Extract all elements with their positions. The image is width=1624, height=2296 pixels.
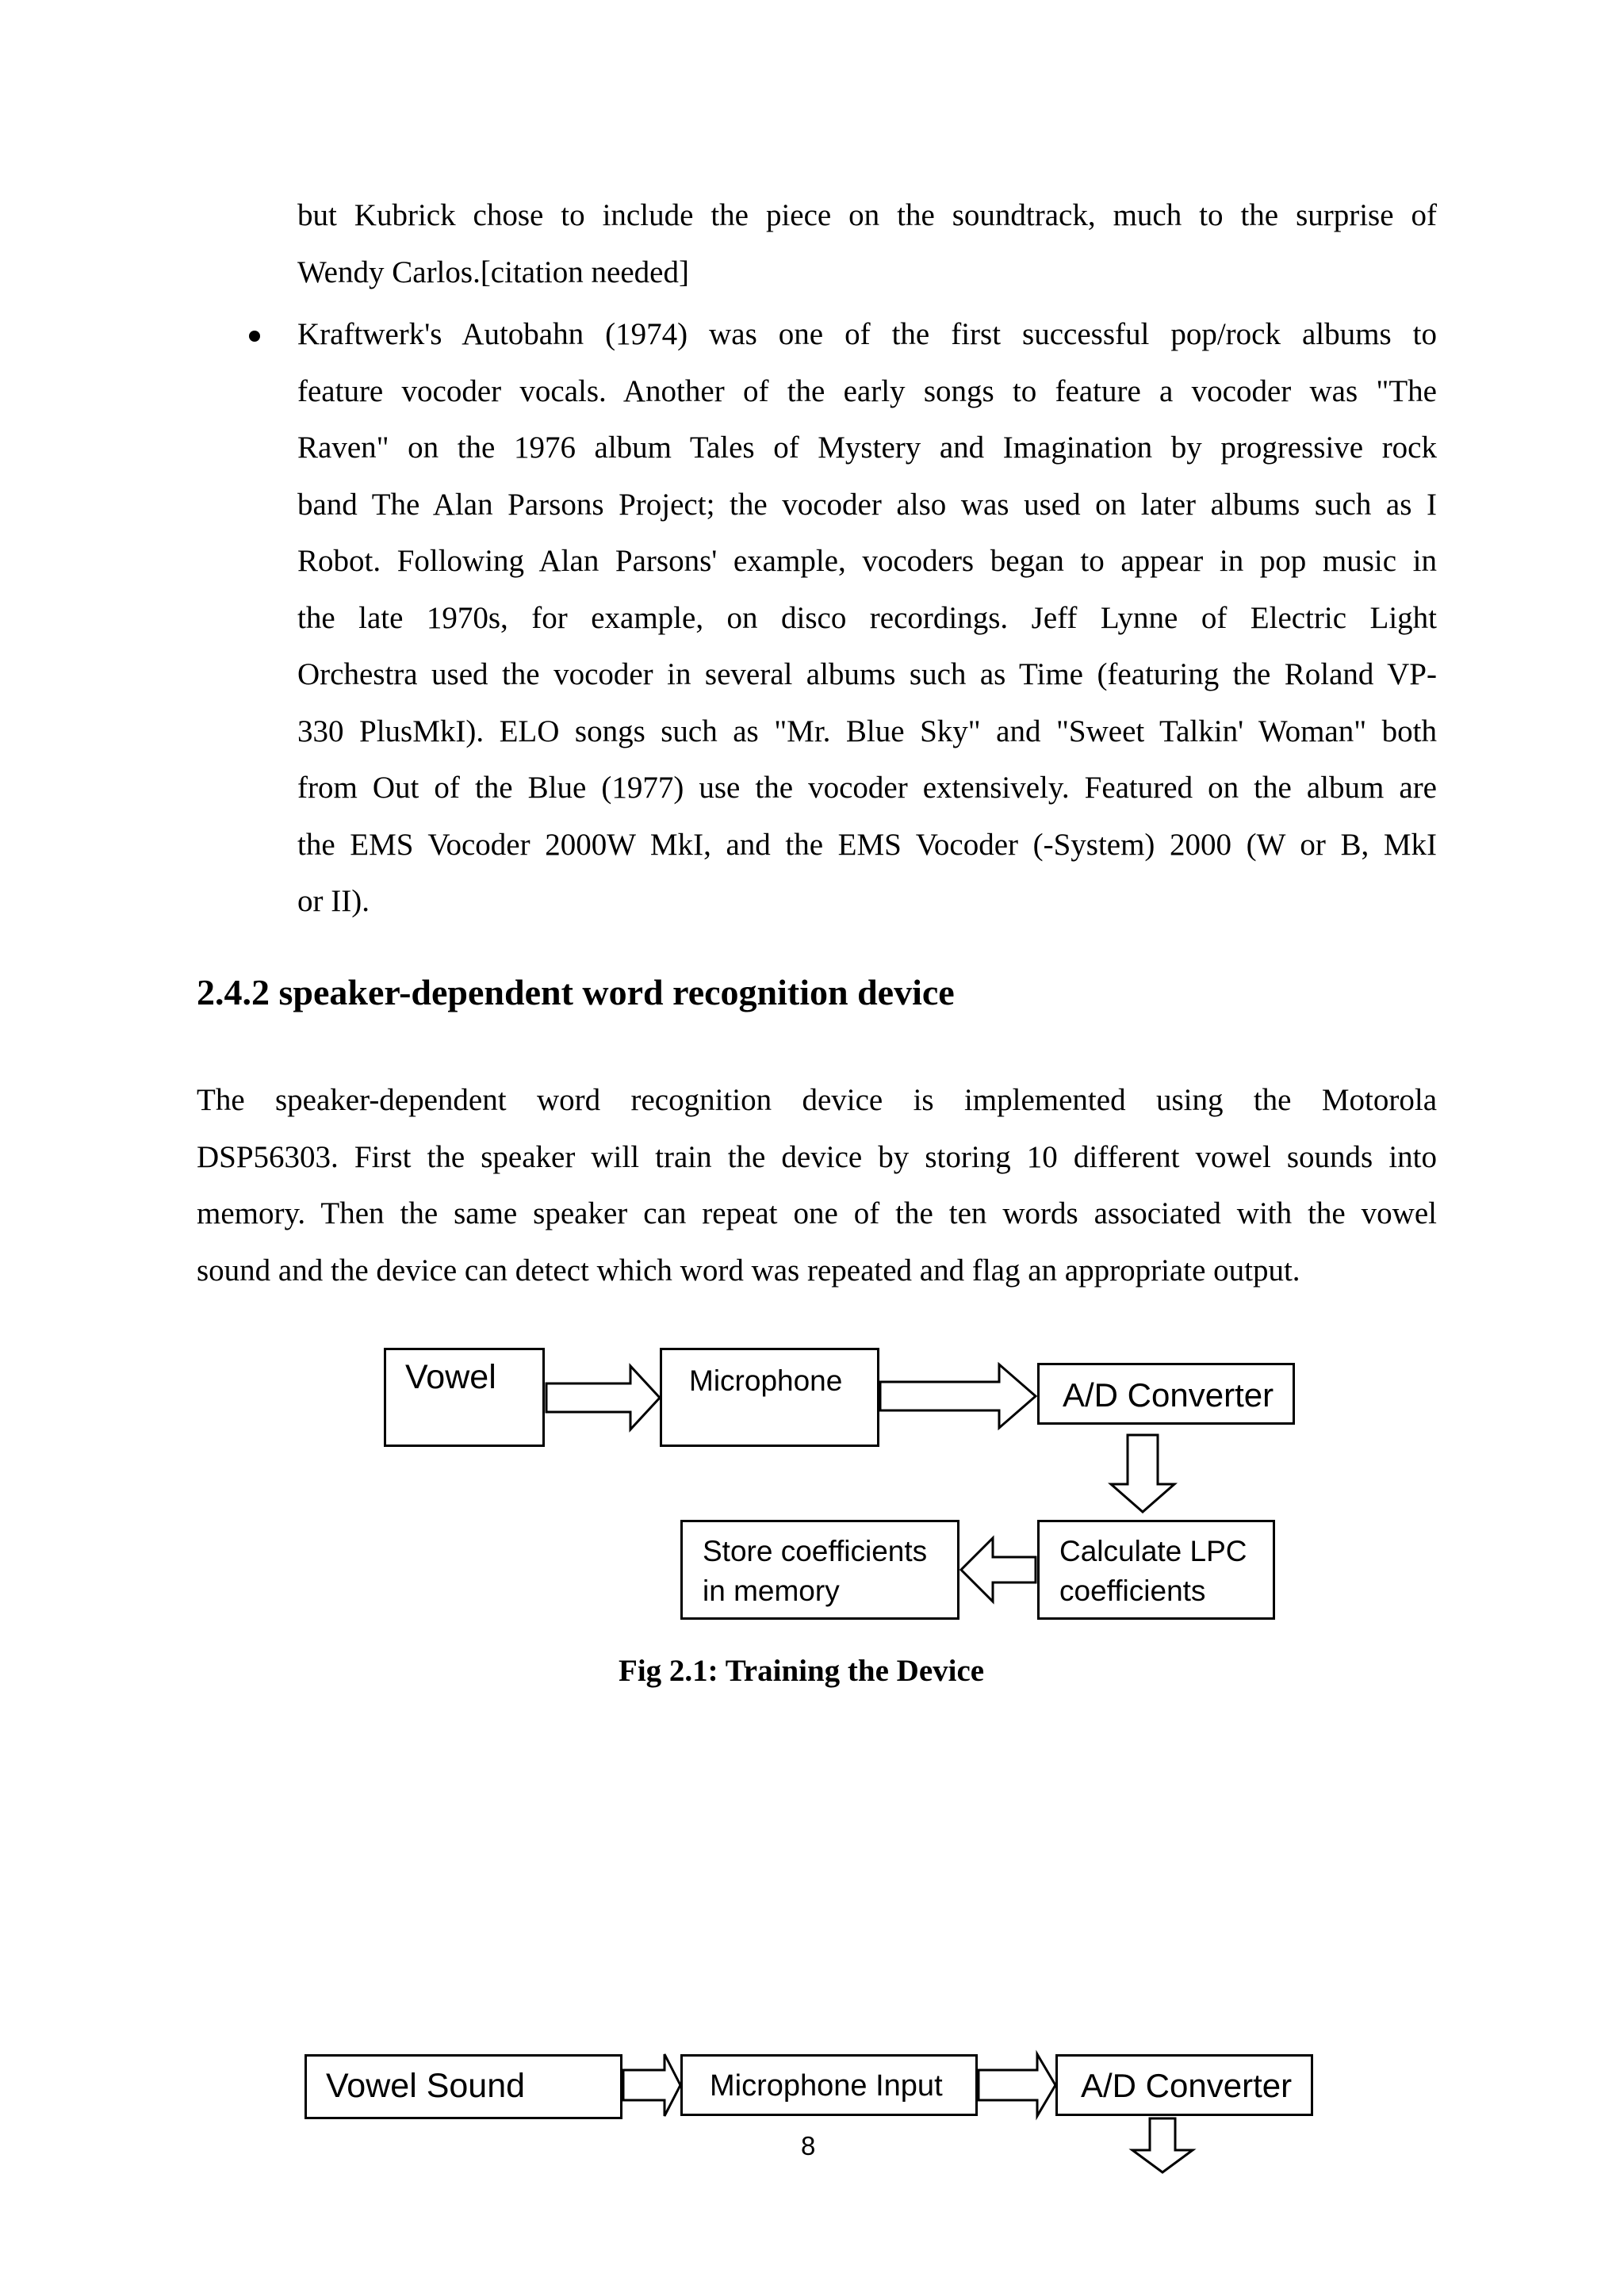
arrow-right-icon: [546, 1366, 660, 1429]
text-line: the EMS Vocoder 2000W MkI, and the EMS Vocoder (-System) 2000 (W or B, MkI: [297, 827, 1437, 862]
text-line: or II).: [297, 884, 370, 918]
diagram-box-label: Microphone Input: [710, 2069, 943, 2103]
text-line: memory. Then the same speaker can repeat one of the ten words associated with the vowel: [197, 1196, 1437, 1230]
arrow-left-icon: [961, 1538, 1036, 1601]
diagram-box-label: Microphone: [689, 1364, 843, 1397]
arrow-down-icon: [1132, 2118, 1193, 2172]
diagram-box-label-line2: coefficients: [1059, 1575, 1206, 1607]
text-line: sound and the device can detect which word was repeated and flag an appropriate output.: [197, 1253, 1300, 1288]
text-line: DSP56303. First the speaker will train the device by storing 10 different vowel sounds into: [197, 1139, 1437, 1174]
text-line: 330 PlusMkI). ELO songs such as "Mr. Blue Sky" and "Sweet Talkin' Woman" both: [297, 714, 1437, 748]
text-line: Kraftwerk's Autobahn (1974) was one of the first successful pop/rock albums to: [297, 317, 1437, 351]
diagram-box-label-line1: Calculate LPC: [1059, 1535, 1247, 1567]
text-line: Orchestra used the vocoder in several albums such as Time (featuring the Roland VP-: [297, 657, 1437, 691]
page-number: 8: [801, 2131, 816, 2160]
arrow-down-icon: [1111, 1435, 1174, 1512]
diagram-box-label-line1: Store coefficients: [703, 1535, 928, 1567]
text-line: from Out of the Blue (1977) use the vocoder extensively. Featured on the album are: [297, 771, 1437, 805]
text-line: but Kubrick chose to include the piece on the soundtrack, much to the surprise of: [297, 198, 1437, 232]
diagram-box-label: A/D Converter: [1081, 2067, 1293, 2104]
arrow-right-icon: [880, 1364, 1036, 1428]
diagram-box-label: Vowel Sound: [326, 2067, 526, 2105]
text-line: band The Alan Parsons Project; the vocoder also was used on later albums such as I: [297, 487, 1437, 522]
text-line: Wendy Carlos.[citation needed]: [297, 254, 689, 289]
text-line: The speaker-dependent word recognition device is implemented using the Motorola: [197, 1083, 1437, 1117]
arrow-right-icon: [979, 2054, 1055, 2116]
text-line: Robot. Following Alan Parsons' example, vocoders began to appear in pop music in: [297, 544, 1437, 578]
text-line: the late 1970s, for example, on disco recordings. Jeff Lynne of Electric Light: [297, 600, 1437, 635]
text-line: Raven" on the 1976 album Tales of Mystery and Imagination by progressive rock: [297, 430, 1437, 465]
section-heading: 2.4.2 speaker-dependent word recognition device: [197, 972, 955, 1012]
diagram-box-label: A/D Converter: [1063, 1376, 1274, 1414]
figure-caption: Fig 2.1: Training the Device: [619, 1654, 985, 1688]
diagram-box-label: Vowel: [405, 1358, 496, 1396]
arrow-right-icon: [623, 2054, 680, 2116]
diagram-box-label-line2: in memory: [703, 1575, 840, 1607]
text-line: feature vocoder vocals. Another of the early songs to feature a vocoder was "The: [297, 373, 1437, 408]
